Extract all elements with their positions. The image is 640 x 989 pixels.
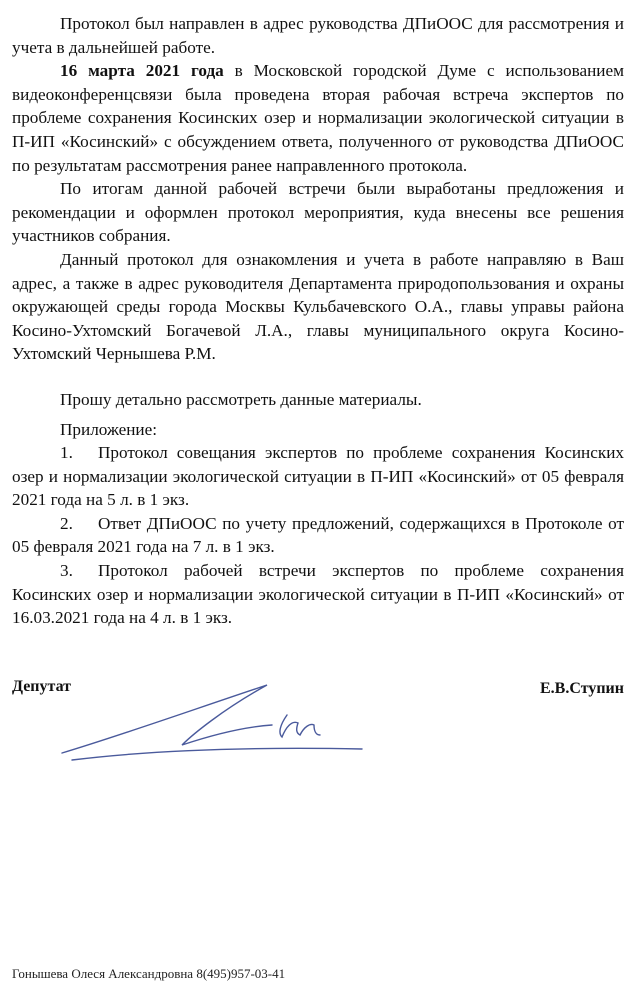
attachments-heading: Приложение: — [60, 419, 158, 439]
attachment-item-2 — [12, 512, 624, 559]
attachment-text: Протокол рабочей встречи экспертов по проблеме сохранения Косинских озер и нормализации экологической ситуации в П-ИП «Косинский» от 16.03.2021 года на 4 л. в 1 экз. — [12, 561, 624, 628]
attachment-number: 2. — [60, 513, 73, 533]
attachment-item-3 — [12, 559, 624, 630]
paragraph-second-meeting — [12, 59, 624, 177]
document-body — [12, 12, 624, 630]
paragraph-protocol-sent: Протокол был направлен в адрес руководства ДПиООС для рассмотрения и учета в дальнейшей работе. — [12, 14, 624, 57]
handwritten-signature — [42, 665, 372, 765]
attachment-text: Ответ ДПиООС по учету предложений, содержащихся в Протоколе от 05 февраля 2021 года на 7 л. в 1 экз. — [12, 513, 624, 557]
paragraph-request: Прошу детально рассмотреть данные материалы. — [60, 389, 422, 409]
attachment-text: Протокол совещания экспертов по проблеме сохранения Косинских озер и нормализации экологической ситуации в П-ИП «Косинский» от 05 февраля 2021 года на 5 л. в 1 экз. — [12, 443, 624, 510]
attachment-item-1 — [12, 441, 624, 512]
signature-block — [12, 675, 624, 755]
signer-position: Депутат — [12, 678, 72, 695]
paragraph-addressees: Данный протокол для ознакомления и учета в работе направляю в Ваш адрес, а также в адрес руководителя Департамента природопользования и охраны окружающей среды города Москвы Кульбачевского О.А., главы управы района Косино-Ухтомский Богачевой Л.А., главы муниципального округа Косино-Ухтомский Чернышева Р.М. — [12, 249, 624, 364]
paragraph-meeting-results: По итогам данной рабочей встречи были выработаны предложения и рекомендации и оформлен протокол мероприятия, куда внесены все решения участников собрания. — [12, 179, 624, 246]
meeting-description: в Московской городской Думе с использованием видеоконференцсвязи была проведена вторая рабочая встреча экспертов по проблеме сохранения Косинских озер и нормализации экологической ситуации в П-ИП «Косинский» с обсуждением ответа, полученного от руководства ДПиООС по результатам рассмотрения ранее направленного протокола. — [12, 61, 624, 175]
meeting-date: 16 марта 2021 года — [60, 61, 224, 81]
executor-contact: Гонышева Олеся Александровна 8(495)957-03-41 — [12, 966, 286, 981]
signer-name: Е.В.Ступин — [540, 680, 624, 697]
attachment-number: 1. — [60, 443, 73, 463]
attachment-number: 3. — [60, 561, 73, 581]
attachments-list — [12, 441, 624, 630]
